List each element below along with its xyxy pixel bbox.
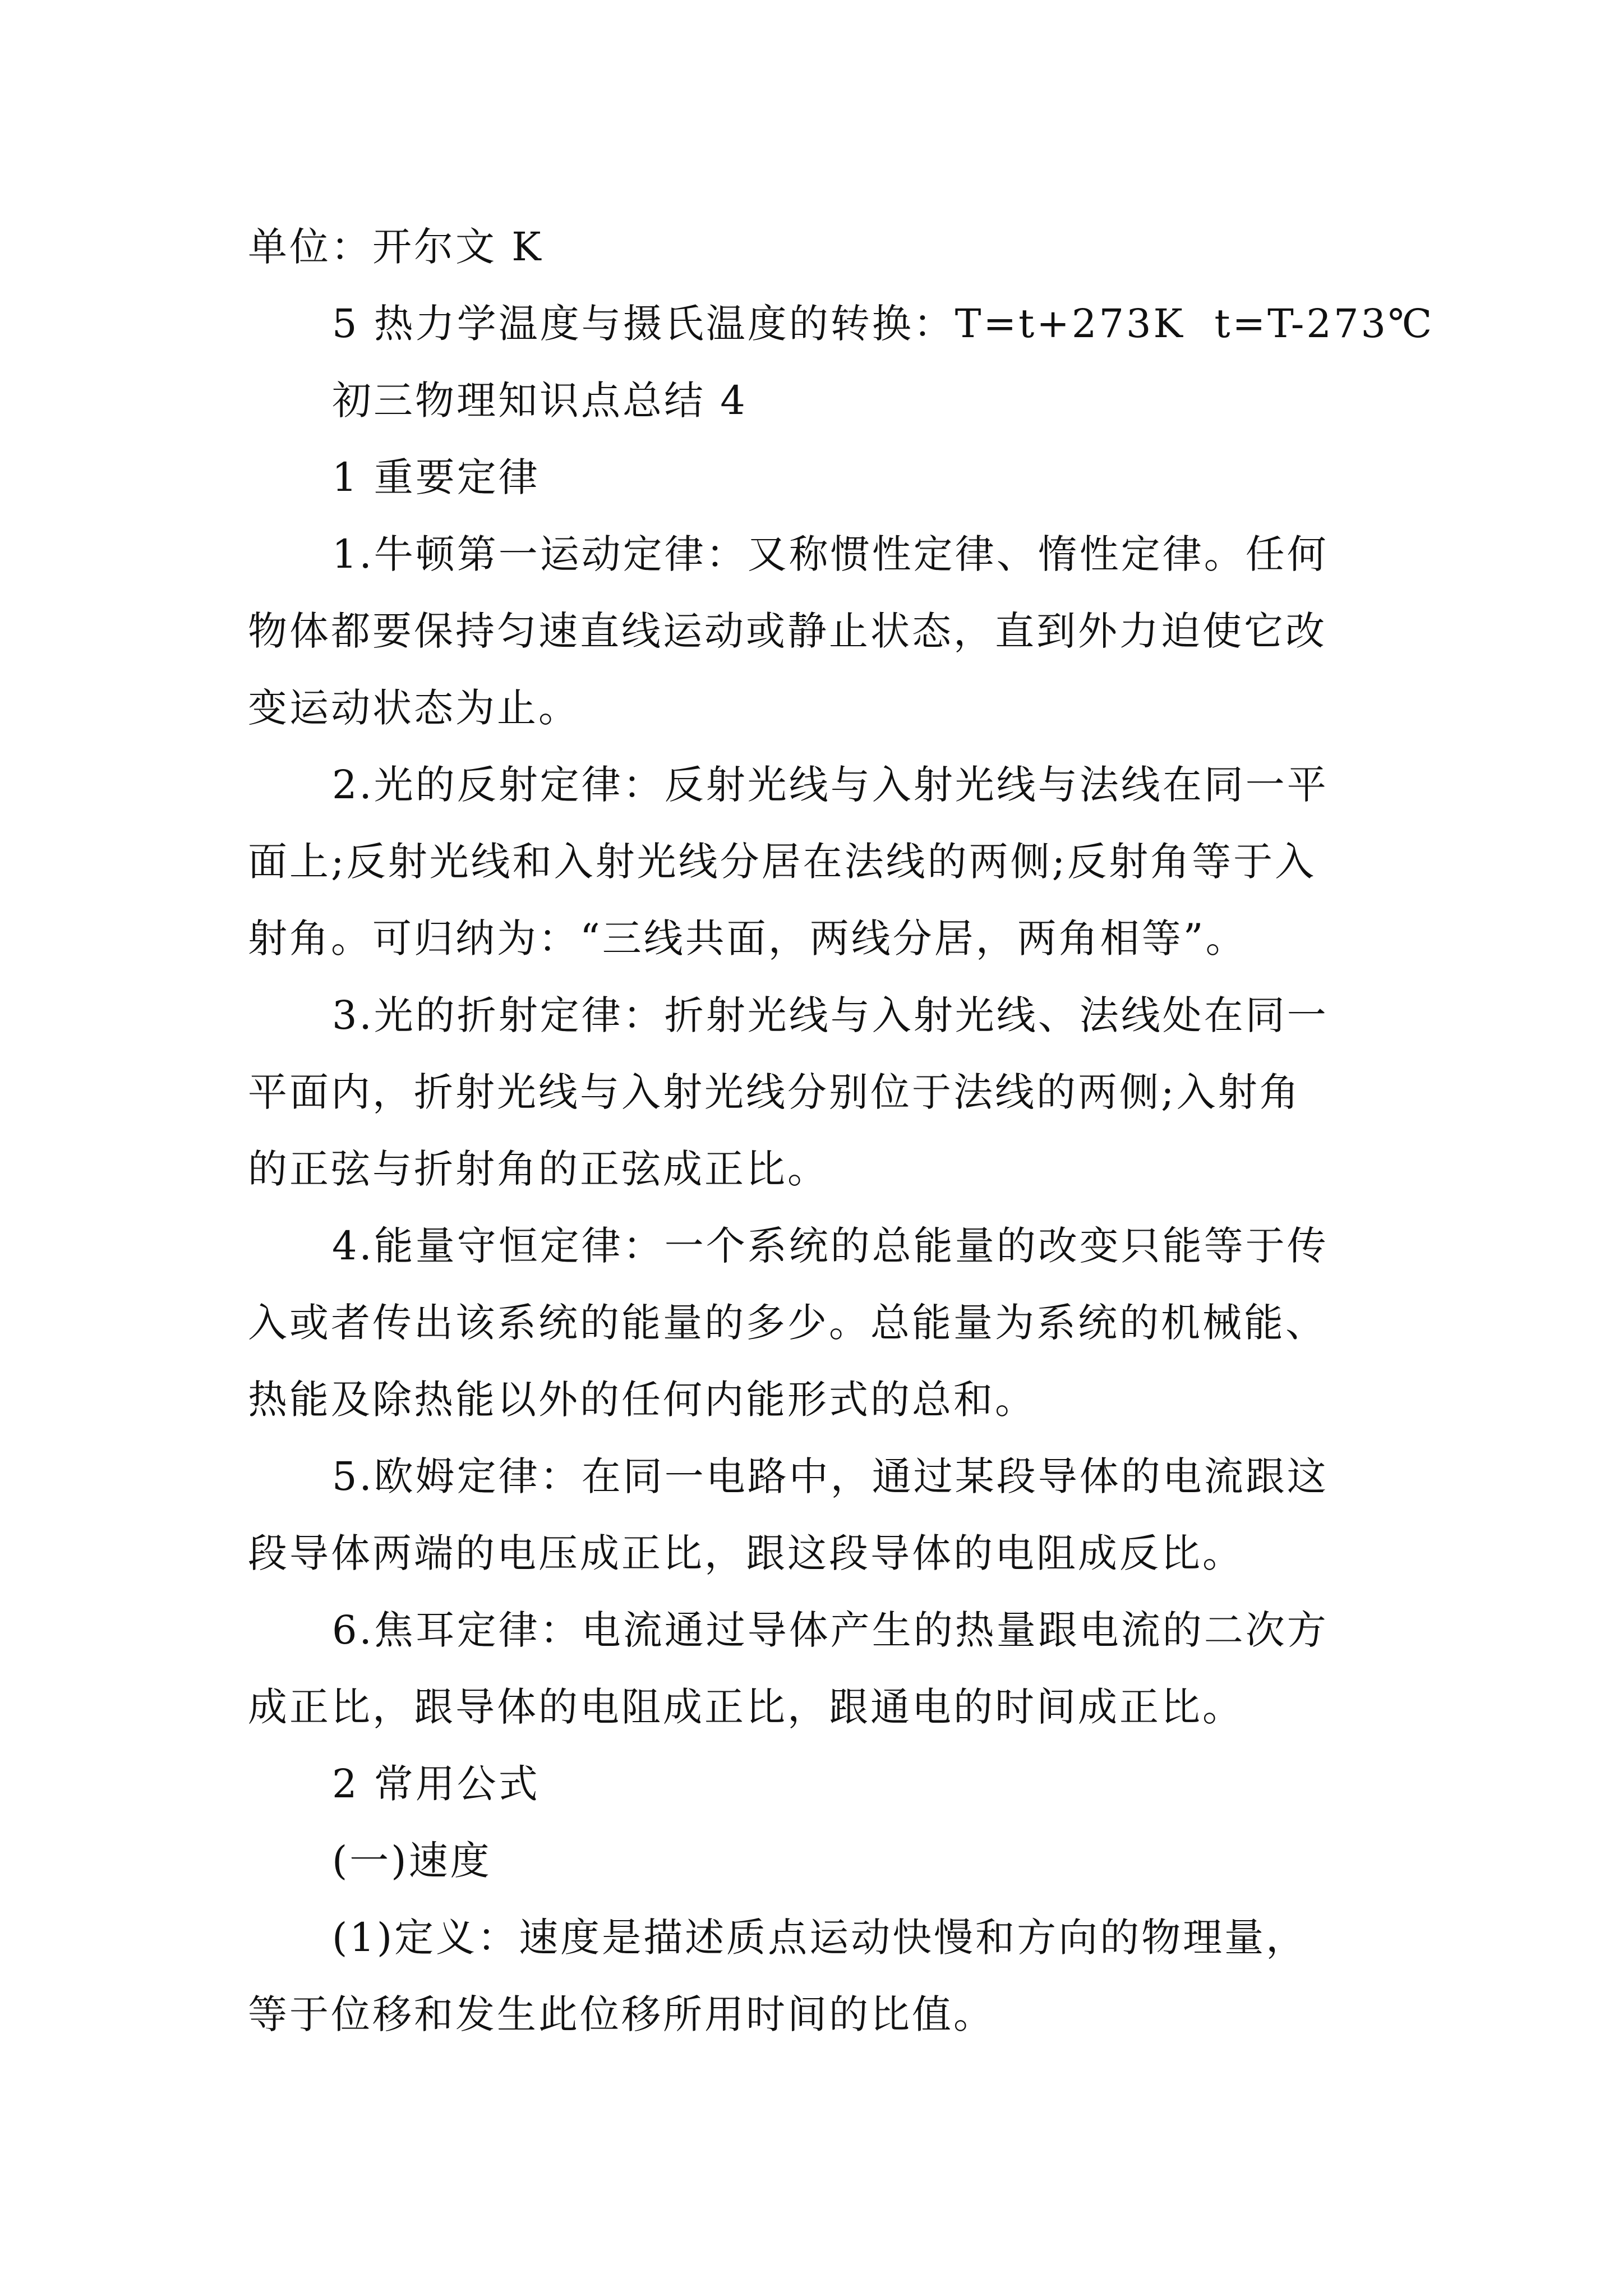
paragraph-line: 入或者传出该系统的能量的多少。总能量为系统的机械能、 [248,1300,1327,1346]
temperature-conversion-line: 5 热力学温度与摄氏温度的转换：T=t+273K t=T-273℃ [332,301,1435,347]
paragraph-line: 等于位移和发生此位移所用时间的比值。 [248,1991,995,2037]
section-title: 初三物理知识点总结 4 [332,378,748,424]
subsection-title-formulas: 2 常用公式 [332,1761,540,1807]
paragraph-line: 热能及除热能以外的任何内能形式的总和。 [248,1377,1036,1423]
paragraph-line: 1.牛顿第一运动定律：又称惯性定律、惰性定律。任何 [332,531,1329,577]
document-body [248,209,1435,2053]
paragraph-line: 6.焦耳定律：电流通过导体产生的热量跟电流的二次方 [332,1607,1329,1653]
paragraph-line: (1)定义：速度是描述质点运动快慢和方向的物理量， [332,1915,1308,1961]
paragraph-line: 射角。可归纳为：“三线共面，两线分居，两角相等”。 [248,915,1247,961]
paragraph-line: 的正弦与折射角的正弦成正比。 [248,1146,829,1192]
paragraph-line: 变运动状态为止。 [248,685,580,731]
paragraph-line: 平面内，折射光线与入射光线分别位于法线的两侧;入射角 [248,1069,1301,1115]
unit-line: 单位：开尔文 K [248,224,543,270]
subheading-speed: (一)速度 [332,1838,492,1884]
paragraph-line: 3.光的折射定律：折射光线与入射光线、法线处在同一 [332,992,1329,1038]
paragraph-line: 5.欧姆定律：在同一电路中，通过某段导体的电流跟这 [332,1453,1329,1499]
paragraph-line: 2.光的反射定律：反射光线与入射光线与法线在同一平 [332,762,1329,808]
paragraph-line: 成正比，跟导体的电阻成正比，跟通电的时间成正比。 [248,1684,1244,1730]
subsection-title-laws: 1 重要定律 [332,454,540,500]
paragraph-line: 面上;反射光线和入射光线分居在法线的两侧;反射角等于入 [248,839,1317,885]
paragraph-line: 物体都要保持匀速直线运动或静止状态，直到外力迫使它改 [248,608,1327,654]
paragraph-line: 段导体两端的电压成正比，跟这段导体的电阻成反比。 [248,1530,1244,1576]
paragraph-line: 4.能量守恒定律：一个系统的总能量的改变只能等于传 [332,1223,1329,1269]
